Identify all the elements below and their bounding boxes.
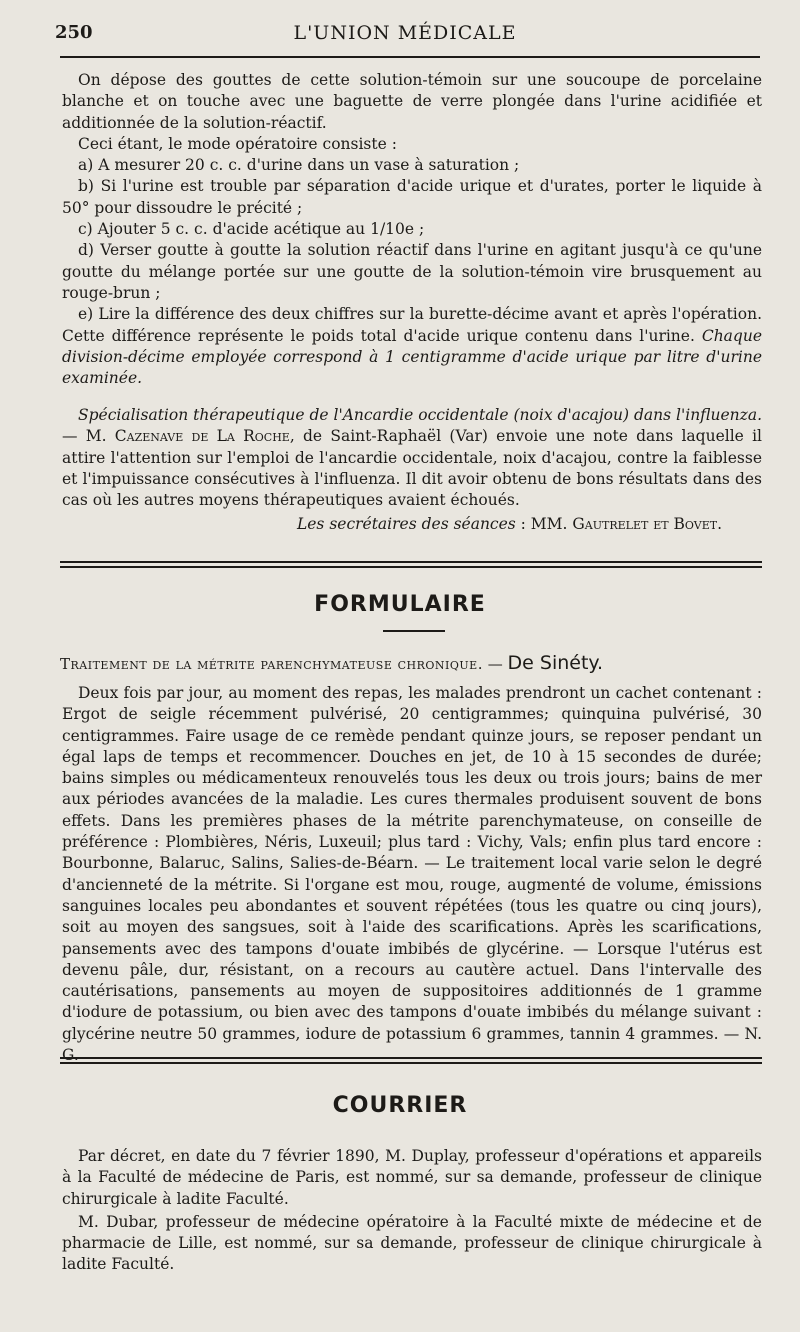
ancardie-title: Spécialisation thérapeutique de l'Ancardie occidentale (noix d'acajou) dans l'influenza. (78, 406, 762, 424)
formulaire-heading: FORMULAIRE (314, 592, 486, 617)
running-title: L'UNION MÉDICALE (293, 22, 517, 44)
courrier-item-dubar: M. Dubar, professeur de médecine opératoire à la Faculté mixte de médecine et de pharmacie de Lille, est nommé, sur sa demande, professeur de clinique chirurgicale à ladite Faculté. (62, 1212, 762, 1274)
ancardie-author: M. Cazenave de La Roche (85, 427, 290, 446)
formulaire-underline (383, 630, 445, 632)
signature-label: Les secrétaires des séances (296, 515, 516, 534)
ancardie-body: , de Saint-Raphaël (Var) envoie une note dans laquelle il attire l'attention sur l'emploi de l'ancardie occidentale, noix d'acajou, contre la faiblesse et l'impuissance consécutives à l'influenza. Il dit avoir obtenu de bons résultats dans des cas où les autres moyens thérapeutiques avaient échoués. (62, 427, 762, 510)
recipe-text: Deux fois par jour, au moment des repas, les malades prendront un cachet contenant : Ergot de seigle récemment pulvérisé, 20 centigrammes; quinquina pulvérisé, 30 centigrammes. Faire usage de ce remède pendant quinze jours, se reposer pendant un égal laps de temps et recommencer. Douches en jet, de 10 à 15 secondes de durée; bains simples ou médicamenteux renouvelés tous les deux ou trois jours; bains de mer aux périodes avancées de la maladie. Les cures thermales produisent souvent de bons effets. Dans les premières phases de la métrite parenchymateuse, on conseille de préférence : Plombières, Néris, Luxeuil; plus tard : Vichy, Vals; enfin plus tard encore : Bourbonne, Balaruc, Salins, Salies-de-Béarn. — Le traitement local varie selon le degré d'ancienneté de la métrite. Si l'organe est mou, rouge, augmenté de volume, émissions sanguines locales peu abondantes et souvent répétées (tous les quatre ou cinq jours), soit au moyen des sangsues, soit à l'aide des scarifications. Après les scarifications, pansements avec des tampons d'ouate imbibés de glycérine. — Lorsque l'utérus est devenu pâle, dur, résistant, on a recours au cautère actuel. Dans l'intervalle des cautérisations, pansements au moyen de suppositoires additionnés de 1 gramme d'iodure de potassium, ou bien avec des tampons d'ouate imbibés du mélange suivant : glycérine neutre 50 grammes, iodure de potassium 6 grammes, tannin 4 grammes. — N. G. (62, 684, 762, 1065)
recipe-dash: — (482, 655, 508, 673)
section-divider-1 (60, 561, 762, 568)
section-divider-2 (60, 1057, 762, 1064)
recipe-title (60, 651, 760, 676)
signature-names: : MM. Gautrelet et Bovet. (515, 515, 722, 534)
method-step-e-italic: Chaque division-décime employée correspond à 1 centigramme d'acide urique par litre d'urine examinée. (62, 326, 762, 388)
method-step-a: a) A mesurer 20 c. c. d'urine dans un vase à saturation ; (78, 156, 520, 175)
ancardie-paragraph (62, 405, 762, 511)
courrier-item-duplay: Par décret, en date du 7 février 1890, M. Duplay, professeur d'opérations et appareils à la Faculté de médecine de Paris, est nommé, sur sa demande, professeur de clinique chirurgicale à ladite Faculté. (62, 1147, 762, 1208)
courrier-heading: COURRIER (332, 1093, 468, 1118)
method-step-b: b) Si l'urine est trouble par séparation d'acide urique et d'urates, porter le liquide à 50° pour dissoudre le précité ; (62, 177, 762, 217)
recipe-body (62, 683, 762, 1066)
method-step-e-text: e) Lire la différence des deux chiffres sur la burette-décime avant et après l'opération. Cette différence représente le poids total d'acide urique contenu dans l'urine. (62, 305, 762, 345)
ancardie-signature (62, 514, 762, 535)
ancardie-dash: — (62, 427, 86, 446)
courrier-body (62, 1146, 762, 1276)
ancardie-note (62, 405, 762, 536)
method-step-e (62, 304, 762, 389)
method-step-d: d) Verser goutte à goutte la solution réactif dans l'urine en agitant jusqu'à ce qu'une goutte du mélange portée sur une goutte de la solution-témoin vire brusquement au rouge-brun ; (62, 241, 762, 302)
method-step-c: c) Ajouter 5 c. c. d'acide acétique au 1/10e ; (78, 220, 425, 239)
recipe-title-text: Traitement de la métrite parenchymateuse chronique. (60, 655, 483, 673)
method-intro: On dépose des gouttes de cette solution-témoin sur une soucoupe de porcelaine blanche et on touche avec une baguette de verre plongée dans l'urine acidifiée et additionnée de la solution-réactif. (62, 71, 762, 132)
page-number: 250 (55, 22, 93, 43)
header-rule (60, 56, 760, 58)
method-lead: Ceci étant, le mode opératoire consiste : (78, 134, 397, 153)
page-header (55, 22, 755, 52)
uric-acid-method (62, 70, 762, 389)
recipe-author: De Sinéty. (507, 652, 603, 674)
